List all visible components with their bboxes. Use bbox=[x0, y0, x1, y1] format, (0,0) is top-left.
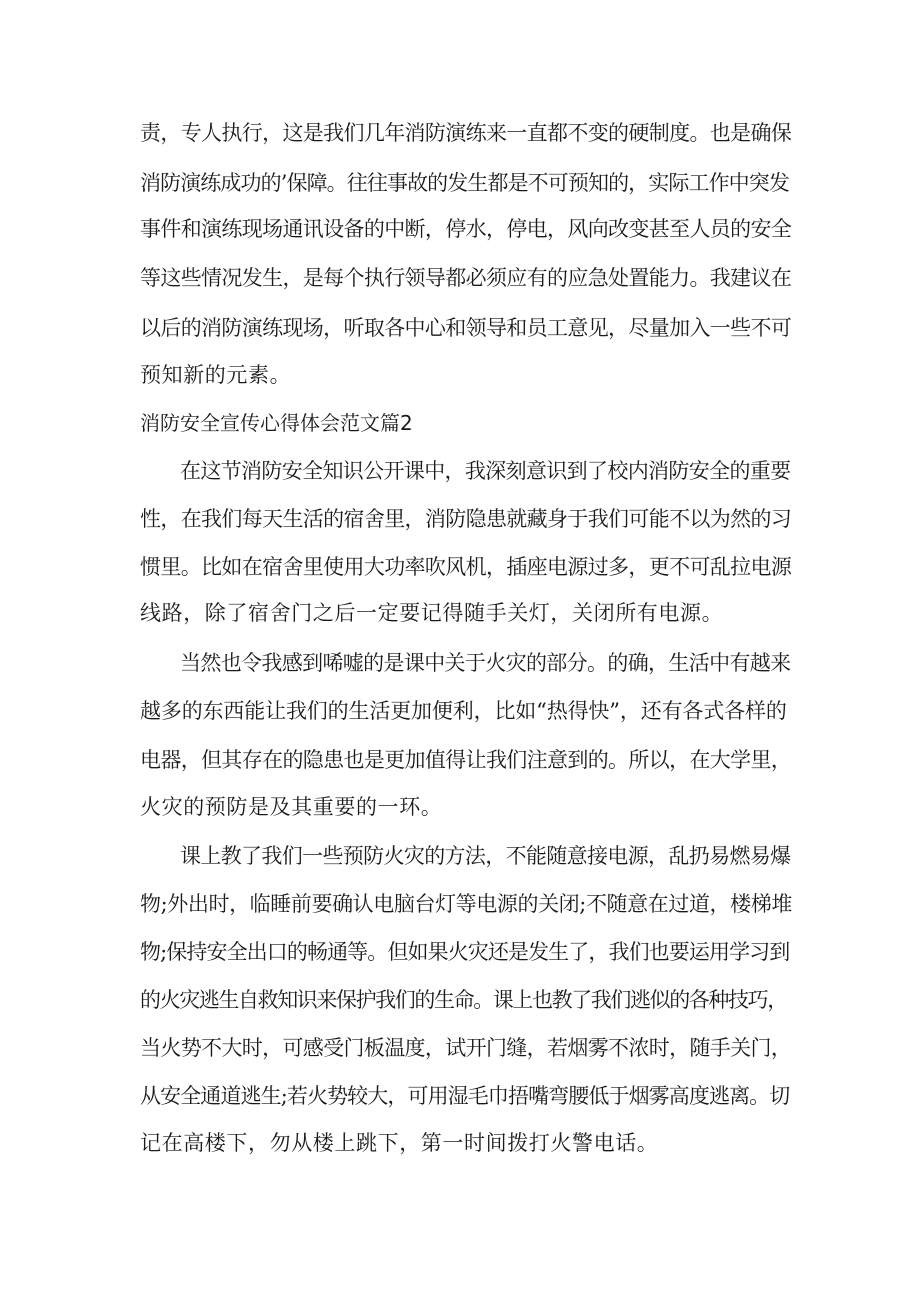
text-line: 以后的消防演练现场，听取各中心和领导和员工意见，尽量加入一些不可 bbox=[140, 316, 792, 340]
text-line: 事件和演练现场通讯设备的中断，停水，停电，风向改变甚至人员的安全 bbox=[140, 217, 792, 241]
text-line: 线路，除了宿舍门之后一定要记得随手关灯，关闭所有电源。 bbox=[140, 601, 724, 625]
text-line: 越多的东西能让我们的生活更加便利，比如“热得快”，还有各式各样的 bbox=[140, 699, 787, 723]
text-line: 消防演练成功的’保障。往往事故的发生都是不可预知的，实际工作中突发 bbox=[140, 171, 789, 195]
text-line: 课上教了我们一些预防火灾的方法，不能随意接电源，乱扔易燃易爆 bbox=[180, 844, 791, 868]
text-line: 在这节消防安全知识公开课中，我深刻意识到了校内消防安全的重要 bbox=[180, 459, 791, 483]
text-line: 物;保持安全出口的畅通等。但如果火灾还是发生了，我们也要运用学习到 bbox=[140, 940, 790, 964]
text-line: 预知新的元素。 bbox=[140, 363, 292, 387]
section-title: 消防安全宣传心得体会范文篇2 bbox=[140, 411, 413, 435]
text-line: 当火势不大时，可感受门板温度，试开门缝，若烟雾不浓时，随手关门， bbox=[140, 1036, 792, 1060]
text-line: 责，专人执行，这是我们几年消防演练来一直都不变的硬制度。也是确保 bbox=[140, 121, 792, 145]
text-line: 等这些情况发生，是每个执行领导都必须应有的应急处置能力。我建议在 bbox=[140, 266, 792, 290]
text-line: 的火灾逃生自救知识来保护我们的生命。课上也教了我们逃似的各种技巧， bbox=[140, 988, 787, 1012]
text-line: 当然也令我感到唏嘘的是课中关于火灾的部分。的确，生活中有越来 bbox=[180, 651, 791, 675]
text-line: 性，在我们每天生活的宿舍里，消防隐患就藏身于我们可能不以为然的习 bbox=[140, 507, 792, 531]
text-line: 物;外出时，临睡前要确认电脑台灯等电源的关闭;不随意在过道，楼梯堆 bbox=[140, 892, 792, 916]
text-line: 电器，但其存在的隐患也是更加值得让我们注意到的。所以，在大学里， bbox=[140, 748, 792, 772]
text-line: 火灾的预防是及其重要的一环。 bbox=[140, 795, 443, 819]
text-line: 惯里。比如在宿舍里使用大功率吹风机，插座电源过多，更不可乱拉电源 bbox=[140, 555, 792, 579]
text-line: 从安全通道逃生;若火势较大，可用湿毛巾捂嘴弯腰低于烟雾高度逃离。切 bbox=[140, 1084, 790, 1108]
text-line: 记在高楼下，勿从楼上跳下，第一时间拨打火警电话。 bbox=[140, 1131, 659, 1155]
